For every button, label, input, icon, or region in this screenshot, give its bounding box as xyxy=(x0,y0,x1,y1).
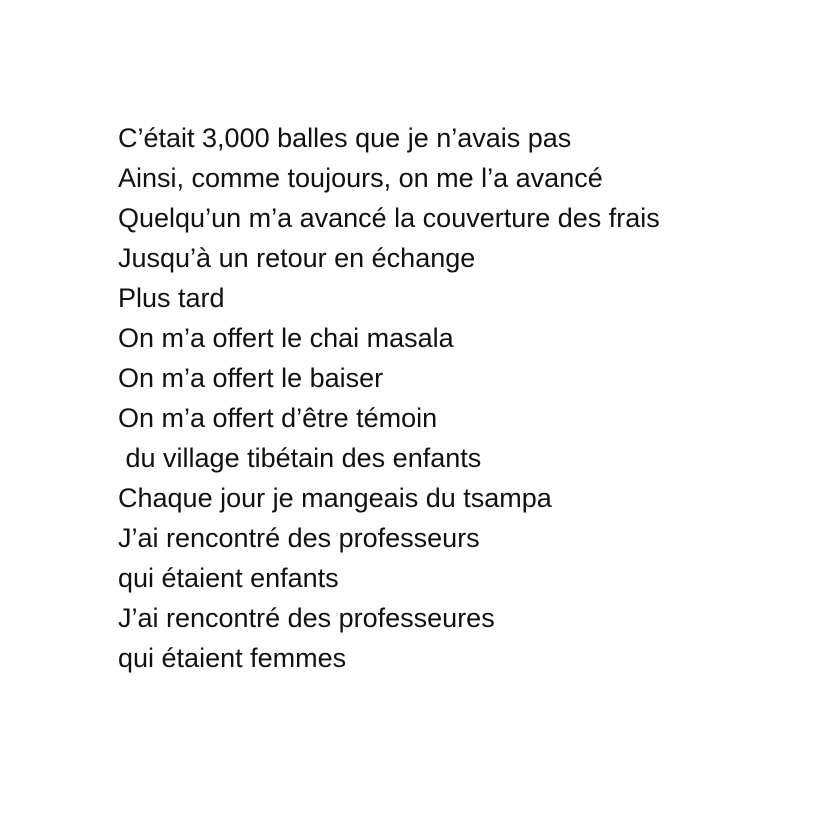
poem-line: qui étaient femmes xyxy=(118,643,347,673)
poem-line: Ainsi, comme toujours, on me l’a avancé xyxy=(118,163,603,193)
poem-text xyxy=(118,118,808,678)
poem-line: du village tibétain des enfants xyxy=(118,443,482,473)
poem-line: J’ai rencontré des professeures xyxy=(118,603,495,633)
poem-line: On m’a offert le chai masala xyxy=(118,323,454,353)
poem-line: On m’a offert d’être témoin xyxy=(118,403,438,433)
poem-line: qui étaient enfants xyxy=(118,563,339,593)
poem-line: Quelqu’un m’a avancé la couverture des frais xyxy=(118,203,660,233)
poem-line: Plus tard xyxy=(118,283,225,313)
poem-line: On m’a offert le baiser xyxy=(118,363,384,393)
poem-line: J’ai rencontré des professeurs xyxy=(118,523,480,553)
poem-line: Jusqu’à un retour en échange xyxy=(118,243,476,273)
poem-line: C’était 3,000 balles que je n’avais pas xyxy=(118,123,572,153)
poem-line: Chaque jour je mangeais du tsampa xyxy=(118,483,552,513)
